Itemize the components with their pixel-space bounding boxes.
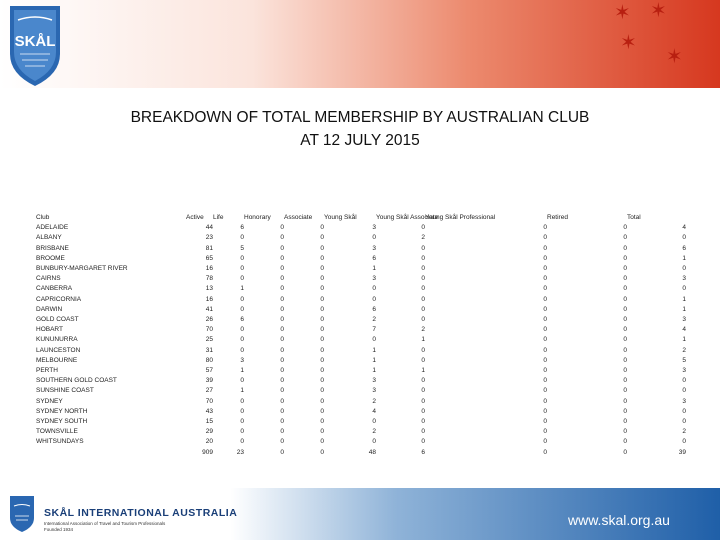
table-row [36,366,686,376]
cell-value: 1 [240,387,244,395]
cell-value: 0 [543,254,547,262]
cell-value: 0 [320,326,324,334]
table-row [36,376,686,386]
skal-logo-icon [4,2,66,90]
cell-value: 1 [682,254,686,262]
cell-value: 0 [372,295,376,303]
cell-value: 0 [240,346,244,354]
cell-value: 0 [623,407,627,415]
cell-value: 0 [280,275,284,283]
table-row [36,305,686,315]
cell-value: 13 [205,285,213,293]
cell-value: 0 [421,224,425,232]
cell-value: 70 [205,326,213,334]
cell-value: 29 [205,428,213,436]
cell-value: 0 [623,367,627,375]
cell-value: 3 [372,377,376,385]
table-row [36,223,686,233]
cell-value: 0 [320,224,324,232]
cell-value: 1 [682,295,686,303]
cell-value: 0 [280,305,284,313]
table-row [36,315,686,325]
membership-table-container [36,213,686,458]
cell-value: 0 [320,234,324,242]
star-icon: ✶ [650,0,667,22]
cell-value: 0 [623,336,627,344]
cell-value: 0 [280,316,284,324]
cell-value: 2 [372,428,376,436]
club-name: HOBART [36,326,63,334]
cell-value: 0 [320,438,324,446]
org-subtitle-line-2: Founded 1934 [44,526,74,532]
cell-value: 0 [320,265,324,273]
cell-value: 0 [623,356,627,364]
table-header-row [36,213,686,223]
column-header: Total [627,214,641,221]
club-name: SYDNEY SOUTH [36,418,88,426]
cell-value: 0 [320,305,324,313]
cell-value: 2 [421,234,425,242]
table-row [36,386,686,396]
cell-value: 0 [543,428,547,436]
cell-value: 2 [682,428,686,436]
cell-value: 0 [543,397,547,405]
cell-value: 0 [421,295,425,303]
cell-value: 31 [205,346,213,354]
cell-value: 39 [678,448,686,456]
cell-value: 0 [543,224,547,232]
cell-value: 0 [421,407,425,415]
cell-value: 3 [372,387,376,395]
cell-value: 0 [280,407,284,415]
cell-value: 5 [240,244,244,252]
club-name: CANBERRA [36,285,73,293]
cell-value: 7 [372,326,376,334]
club-name: DARWIN [36,305,63,313]
cell-value: 0 [320,244,324,252]
cell-value: 0 [280,234,284,242]
cell-value: 0 [280,418,284,426]
cell-value: 6 [682,244,686,252]
cell-value: 3 [682,367,686,375]
cell-value: 0 [543,244,547,252]
cell-value: 0 [421,305,425,313]
cell-value: 0 [543,316,547,324]
cell-value: 0 [320,254,324,262]
cell-value: 0 [623,234,627,242]
cell-value: 0 [682,285,686,293]
cell-value: 0 [372,418,376,426]
cell-value: 2 [682,346,686,354]
club-name: SYDNEY [36,397,63,405]
cell-value: 23 [236,448,244,456]
cell-value: 0 [623,397,627,405]
star-icon: ✶ [614,0,631,24]
star-icon: ✶ [620,30,637,54]
cell-value: 0 [240,407,244,415]
cell-value: 70 [205,397,213,405]
club-name: ADELAIDE [36,224,69,232]
cell-value: 0 [623,438,627,446]
cell-value: 0 [543,418,547,426]
club-name: BROOME [36,254,65,262]
cell-value: 57 [205,367,213,375]
club-name: CAPRICORNIA [36,295,82,303]
cell-value: 3 [682,316,686,324]
cell-value: 0 [623,387,627,395]
table-row [36,233,686,243]
cell-value: 0 [240,254,244,262]
cell-value: 15 [205,418,213,426]
cell-value: 48 [368,448,376,456]
club-name: KUNUNURRA [36,336,78,344]
cell-value: 39 [205,377,213,385]
club-name: GOLD COAST [36,316,79,324]
club-name: BRISBANE [36,244,69,252]
table-row [36,346,686,356]
cell-value: 0 [543,265,547,273]
club-name: CAIRNS [36,275,61,283]
cell-value: 0 [421,356,425,364]
cell-value: 6 [372,254,376,262]
cell-value: 0 [280,285,284,293]
cell-value: 0 [240,397,244,405]
cell-value: 1 [240,367,244,375]
cell-value: 1 [372,367,376,375]
cell-value: 0 [240,275,244,283]
cell-value: 0 [623,285,627,293]
cell-value: 0 [623,254,627,262]
table-row [36,254,686,264]
cell-value: 0 [240,234,244,242]
cell-value: 0 [280,448,284,456]
cell-value: 1 [421,367,425,375]
cell-value: 2 [372,316,376,324]
column-header: Retired [547,214,568,221]
cell-value: 6 [372,305,376,313]
cell-value: 0 [543,336,547,344]
logo-text: SKÅL [14,33,56,50]
cell-value: 0 [372,438,376,446]
club-name: TOWNSVILLE [36,428,78,436]
cell-value: 0 [421,265,425,273]
cell-value: 0 [280,367,284,375]
table-row [36,397,686,407]
table-total-row [36,448,686,458]
cell-value: 0 [421,428,425,436]
cell-value: 0 [421,254,425,262]
cell-value: 0 [682,438,686,446]
cell-value: 0 [623,316,627,324]
cell-value: 0 [421,244,425,252]
cell-value: 0 [240,336,244,344]
cell-value: 0 [280,428,284,436]
cell-value: 2 [421,326,425,334]
title-line-2: AT 12 JULY 2015 [300,132,420,149]
cell-value: 0 [240,326,244,334]
column-header: Club [36,214,50,221]
cell-value: 909 [202,448,213,456]
cell-value: 3 [372,275,376,283]
cell-value: 0 [623,305,627,313]
cell-value: 0 [682,418,686,426]
cell-value: 0 [240,438,244,446]
cell-value: 0 [623,224,627,232]
cell-value: 0 [623,265,627,273]
cell-value: 0 [543,448,547,456]
table-body [36,223,686,458]
cell-value: 0 [280,397,284,405]
cell-value: 0 [543,275,547,283]
cell-value: 0 [421,275,425,283]
cell-value: 0 [280,346,284,354]
club-name: PERTH [36,367,58,375]
cell-value: 65 [205,254,213,262]
cell-value: 0 [421,387,425,395]
cell-value: 1 [682,305,686,313]
cell-value: 0 [623,346,627,354]
title-line-1: BREAKDOWN OF TOTAL MEMBERSHIP BY AUSTRALIAN CLUB [130,109,590,126]
cell-value: 0 [280,336,284,344]
cell-value: 0 [623,377,627,385]
table-row [36,244,686,254]
membership-table [36,213,686,458]
cell-value: 0 [240,295,244,303]
cell-value: 0 [320,336,324,344]
cell-value: 5 [682,356,686,364]
cell-value: 0 [682,387,686,395]
cell-value: 80 [205,356,213,364]
club-name: SUNSHINE COAST [36,387,94,395]
cell-value: 0 [421,346,425,354]
cell-value: 0 [280,244,284,252]
cell-value: 0 [320,448,324,456]
column-header: Young Skål Professional [425,214,496,221]
cell-value: 0 [240,305,244,313]
cell-value: 20 [205,438,213,446]
cell-value: 0 [543,377,547,385]
column-header: Young Skål Associate [376,214,439,221]
cell-value: 0 [421,418,425,426]
cell-value: 0 [280,295,284,303]
cell-value: 1 [372,265,376,273]
cell-value: 3 [372,224,376,232]
cell-value: 0 [320,356,324,364]
table-row [36,264,686,274]
cell-value: 0 [320,428,324,436]
column-header: Associate [284,214,313,221]
cell-value: 0 [320,295,324,303]
cell-value: 0 [543,407,547,415]
cell-value: 0 [240,428,244,436]
cell-value: 0 [320,397,324,405]
cell-value: 0 [320,367,324,375]
cell-value: 0 [623,244,627,252]
table-row [36,356,686,366]
org-subtitle [44,521,165,532]
cell-value: 81 [205,244,213,252]
cell-value: 0 [320,316,324,324]
cell-value: 0 [320,275,324,283]
table-row [36,417,686,427]
header-band [0,0,720,88]
cell-value: 16 [205,265,213,273]
cell-value: 0 [280,265,284,273]
cell-value: 0 [623,275,627,283]
website-link[interactable]: www.skal.org.au [568,512,670,528]
cell-value: 43 [205,407,213,415]
cell-value: 0 [240,265,244,273]
cell-value: 44 [205,224,213,232]
cell-value: 0 [543,295,547,303]
cell-value: 0 [372,285,376,293]
cell-value: 26 [205,316,213,324]
cell-value: 2 [372,397,376,405]
cell-value: 0 [280,254,284,262]
cell-value: 0 [280,326,284,334]
cell-value: 3 [372,244,376,252]
table-row [36,325,686,335]
cell-value: 0 [372,336,376,344]
cell-value: 0 [421,397,425,405]
cell-value: 4 [682,326,686,334]
cell-value: 0 [320,407,324,415]
table-row [36,295,686,305]
cell-value: 6 [421,448,425,456]
club-name: SYDNEY NORTH [36,407,88,415]
column-header: Honorary [244,214,271,221]
club-name: MELBOURNE [36,356,78,364]
cell-value: 0 [623,418,627,426]
cell-value: 0 [320,285,324,293]
cell-value: 0 [280,356,284,364]
table-row [36,427,686,437]
star-icon: ✶ [666,44,683,68]
cell-value: 0 [280,387,284,395]
cell-value: 78 [205,275,213,283]
club-name [36,448,186,458]
column-header: Active [186,214,204,221]
cell-value: 41 [205,305,213,313]
club-name: WHITSUNDAYS [36,438,84,446]
cell-value: 1 [372,346,376,354]
cell-value: 0 [421,377,425,385]
cell-value: 0 [543,234,547,242]
table-row [36,284,686,294]
cell-value: 0 [543,438,547,446]
cell-value: 0 [682,234,686,242]
cell-value: 0 [623,326,627,334]
cell-value: 23 [205,234,213,242]
cell-value: 0 [543,346,547,354]
skal-footer-logo-icon [8,494,36,534]
table-row [36,437,686,447]
table-row [36,407,686,417]
cell-value: 0 [543,305,547,313]
cell-value: 6 [240,224,244,232]
cell-value: 0 [421,316,425,324]
club-name: LAUNCESTON [36,346,81,354]
table-row [36,274,686,284]
cell-value: 0 [543,367,547,375]
cell-value: 4 [372,407,376,415]
cell-value: 0 [240,418,244,426]
cell-value: 0 [543,356,547,364]
column-header: Young Skål [324,214,357,221]
cell-value: 1 [372,356,376,364]
cell-value: 27 [205,387,213,395]
cell-value: 0 [320,377,324,385]
column-header: Life [213,214,224,221]
cell-value: 1 [421,336,425,344]
cell-value: 0 [280,224,284,232]
cell-value: 3 [682,397,686,405]
cell-value: 0 [320,387,324,395]
club-name: BUNBURY-MARGARET RIVER [36,265,128,273]
cell-value: 0 [320,346,324,354]
club-name: SOUTHERN GOLD COAST [36,377,117,385]
org-subtitle-line-1: International Association of Travel and Tourism Professionals [44,521,166,526]
cell-value: 0 [421,285,425,293]
cell-value: 3 [682,275,686,283]
cell-value: 0 [280,377,284,385]
org-name: SKÅL INTERNATIONAL AUSTRALIA [44,507,238,519]
table-row [36,335,686,345]
cell-value: 0 [320,418,324,426]
cell-value: 6 [240,316,244,324]
cell-value: 0 [280,438,284,446]
cell-value: 3 [240,356,244,364]
cell-value: 0 [682,407,686,415]
cell-value: 1 [240,285,244,293]
cell-value: 0 [543,285,547,293]
cell-value: 0 [240,377,244,385]
cell-value: 1 [682,336,686,344]
cell-value: 0 [543,387,547,395]
cell-value: 0 [623,428,627,436]
cell-value: 0 [623,448,627,456]
cell-value: 4 [682,224,686,232]
cell-value: 16 [205,295,213,303]
cell-value: 0 [623,295,627,303]
page-title [0,106,720,152]
cell-value: 0 [372,234,376,242]
cell-value: 0 [682,265,686,273]
cell-value: 0 [421,438,425,446]
cell-value: 0 [682,377,686,385]
club-name: ALBANY [36,234,62,242]
cell-value: 0 [543,326,547,334]
cell-value: 25 [205,336,213,344]
